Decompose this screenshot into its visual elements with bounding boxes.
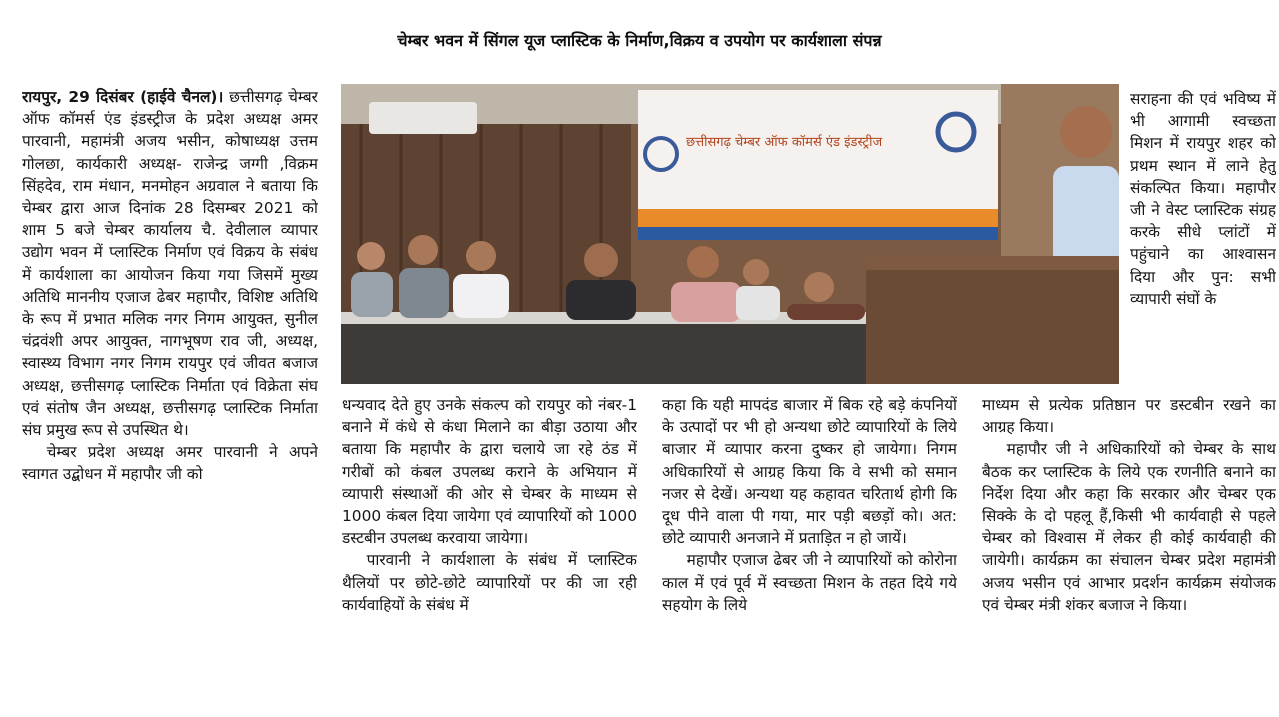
- paragraph-2: चेम्बर प्रदेश अध्यक्ष अमर पारवानी ने अपने स्वागत उद्बोधन में महापौर जी को: [22, 443, 318, 484]
- paragraph-4: पारवानी ने कार्यशाला के संबंध में प्लास्टिक थैलियों पर छोटे-छोटे व्यापारियों पर की जा रही कार्यवाहियों के संबंध में: [342, 551, 637, 614]
- article-column-3: [662, 394, 957, 714]
- paragraph-8: माध्यम से प्रत्येक प्रतिष्ठान पर डस्टबीन रखने का आग्रह किया।: [982, 396, 1276, 437]
- paragraph-1: [22, 86, 318, 441]
- headline: चेम्बर भवन में सिंगल यूज प्लास्टिक के निर्माण,विक्रय व उपयोग पर कार्यशाला संपन्न: [397, 31, 882, 50]
- article-column-4: [982, 394, 1276, 714]
- paragraph-7: सराहना की एवं भविष्य में भी आगामी स्वच्छता मिशन में रायपुर शहर को प्रथम स्थान में लाने हेतु संकल्पित किया। महापौर जी ने वेस्ट प्लास्टिक संग्रह करके सीधे प्लांटों में पहुंचाने का आश्वासन दिया और पुन: सभी व्यापारी संघों के: [1130, 90, 1276, 308]
- paragraph-3: धन्यवाद देते हुए उनके संकल्प को रायपुर को नंबर-1 बनाने में कंधे से कंधा मिलाने का बीड़ा उठाया और बताया कि महापौर के द्वारा चलाये जा रहे ठंड में गरीबों को कंबल उपलब्ध कराने के अभियान में व्यापारी संस्थाओं की ओर से चेम्बर के माध्यम से 1000 कंबल दिया जायेगा एवं व्यापारियों को 1000 डस्टबीन उपलब्ध करवाया जायेगा।: [342, 396, 637, 548]
- paragraph-1-text: छत्तीसगढ़ चेम्बर ऑफ कॉमर्स एंड इंडस्ट्रीज के प्रदेश अध्यक्ष अमर पारवानी, महामंत्री अजय भसीन, कोषाध्यक्ष उत्तम गोलछा, कार्यकारी अध्यक्ष- राजेन्द्र जग्गी ,विक्रम सिंहदेव, राम मंधान, मनमोहन अग्रवाल ने बताया कि चेम्बर द्वारा आज दिनांक 28 दिसम्बर 2021 को शाम 5 बजे चेम्बर कार्यालय चै. देवीलाल व्यापार उद्योग भवन में प्लास्टिक निर्माण एवं विक्रय के संबंध में कार्यशाला का आयोजन किया गया जिसमें मुख्य अतिथि माननीय एजाज ढेबर महापौर, विशिष्ट अतिथि के रूप में प्रभात मलिक नगर निगम आयुक्त, सुनील चंद्रवंशी अपर आयुक्त, नागभूषण राव जी, अध्यक्ष, स्वास्थ्य विभाग नगर निगम रायपुर एवं जीवत बजाज अध्यक्ष, छत्तीसगढ़ प्लास्टिक निर्माता एवं विक्रेता संघ एवं संतोष जैन अध्यक्ष, छत्तीसगढ़ प्लास्टिक निर्माता संघ प्रमुख रूप से उपस्थित थे।: [22, 88, 318, 440]
- paragraph-5: कहा कि यही मापदंड बाजार में बिक रहे बड़े कंपनियों के उत्पादों पर भी हो अन्यथा छोटे व्यापारियों के लिये बाजार में व्यापार करना दुष्कर हो जायेगा। निगम अधिकारियों से आग्रह किया कि वे सभी को समान नजर से देखें। अन्यथा यह कहावत चरितार्थ होगी कि दूध पीने वाला पी गया, मार पड़ी बछड़ों को। अत: छोटे व्यापारी अनजाने में प्रताड़ित न हो जायें।: [662, 396, 957, 548]
- article-column-1: [22, 86, 318, 714]
- dateline: रायपुर, 29 दिसंबर (हाईवे चैनल)।: [22, 88, 224, 106]
- article-column-4-top: [1130, 88, 1276, 394]
- article-column-2: [342, 394, 637, 714]
- event-photo: [341, 84, 1119, 384]
- paragraph-9: महापौर जी ने अधिकारियों को चेम्बर के साथ बैठक कर प्लास्टिक के लिये एक रणनीति बनाने का निर्देश दिया और कहा कि सरकार और चेम्बर एक सिक्के के दो पहलू हैं,किसी भी कार्यवाही से पहले चेम्बर को विश्वास में लेकर ही कोई कार्यवाही की जायेगी। कार्यक्रम का संचालन चेम्बर प्रदेश महामंत्री अजय भसीन एवं आभार प्रदर्शन कार्यक्रम संयोजक एवं चेम्बर मंत्री शंकर बजाज ने किया।: [982, 440, 1276, 614]
- paragraph-6: महापौर एजाज ढेबर जी ने व्यापारियों को कोरोना काल में एवं पूर्व में स्वच्छता मिशन के तहत दिये गये सहयोग के लिये: [662, 551, 957, 614]
- banner-text: छत्तीसगढ़ चेम्बर ऑफ कॉमर्स एंड इंडस्ट्रीज: [686, 135, 883, 150]
